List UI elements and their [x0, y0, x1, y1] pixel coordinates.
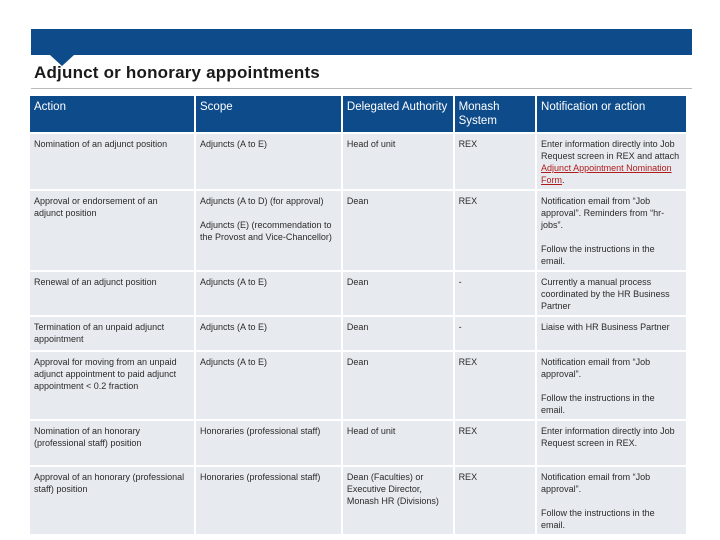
cell-action: Renewal of an adjunct position — [30, 272, 194, 315]
cell-scope: Adjuncts (A to E) — [196, 134, 341, 189]
cell-scope: Adjuncts (A to E) — [196, 352, 341, 419]
table-row — [30, 272, 686, 315]
cell-authority: Dean — [343, 191, 453, 270]
cell-notification: Enter information directly into Job Request screen in REX. — [537, 421, 686, 465]
cell-notification: Notification email from “Job approval”. Follow the instructions in the email. — [537, 467, 686, 534]
cell-scope: Adjuncts (A to E) — [196, 317, 341, 350]
notification-tail: . — [562, 175, 565, 185]
header-action: Action — [30, 96, 194, 132]
cell-notification: Currently a manual process coordinated by the HR Business Partner — [537, 272, 686, 315]
cell-system: - — [455, 272, 535, 315]
cell-authority: Head of unit — [343, 134, 453, 189]
cell-system: REX — [455, 467, 535, 534]
header-delegated-authority: Delegated Authority — [343, 96, 453, 132]
table-row — [30, 317, 686, 350]
cell-action: Nomination of an adjunct position — [30, 134, 194, 189]
cell-action: Termination of an unpaid adjunct appointment — [30, 317, 194, 350]
title-divider — [31, 88, 692, 89]
cell-system: REX — [455, 421, 535, 465]
table-row — [30, 134, 686, 189]
appointments-table — [28, 94, 688, 536]
cell-system: REX — [455, 134, 535, 189]
cell-authority: Dean — [343, 317, 453, 350]
cell-authority: Head of unit — [343, 421, 453, 465]
cell-action: Approval or endorsement of an adjunct position — [30, 191, 194, 270]
table-row — [30, 421, 686, 465]
cell-authority: Dean (Faculties) or Executive Director, Monash HR (Divisions) — [343, 467, 453, 534]
cell-notification: Notification email from “Job approval”. Follow the instructions in the email. — [537, 352, 686, 419]
cell-scope: Adjuncts (A to E) — [196, 272, 341, 315]
cell-system: - — [455, 317, 535, 350]
nomination-form-link[interactable]: Adjunct Appointment Nomination Form — [541, 163, 672, 185]
cell-action: Nomination of an honorary (professional staff) position — [30, 421, 194, 465]
cell-action: Approval for moving from an unpaid adjunct appointment to paid adjunct appointment < 0.2 fraction — [30, 352, 194, 419]
cell-notification: Notification email from “Job approval”. Reminders from “hr-jobs”. Follow the instructions in the email. — [537, 191, 686, 270]
page-title: Adjunct or honorary appointments — [34, 63, 320, 82]
cell-scope: Honoraries (professional staff) — [196, 467, 341, 534]
header-scope: Scope — [196, 96, 341, 132]
cell-action: Approval of an honorary (professional staff) position — [30, 467, 194, 534]
header-monash-system: Monash System — [455, 96, 535, 132]
table-row — [30, 467, 686, 534]
header-notification: Notification or action — [537, 96, 686, 132]
cell-system: REX — [455, 191, 535, 270]
cell-scope: Honoraries (professional staff) — [196, 421, 341, 465]
cell-scope: Adjuncts (A to D) (for approval) Adjuncts (E) (recommendation to the Provost and Vice-Chancellor) — [196, 191, 341, 270]
cell-notification — [537, 134, 686, 189]
table-row — [30, 352, 686, 419]
table-header-row — [30, 96, 686, 132]
cell-authority: Dean — [343, 352, 453, 419]
cell-system: REX — [455, 352, 535, 419]
cell-authority: Dean — [343, 272, 453, 315]
notification-text: Enter information directly into Job Request screen in REX and attach — [541, 139, 680, 161]
table-row — [30, 191, 686, 270]
cell-notification: Liaise with HR Business Partner — [537, 317, 686, 350]
top-banner — [31, 29, 692, 55]
